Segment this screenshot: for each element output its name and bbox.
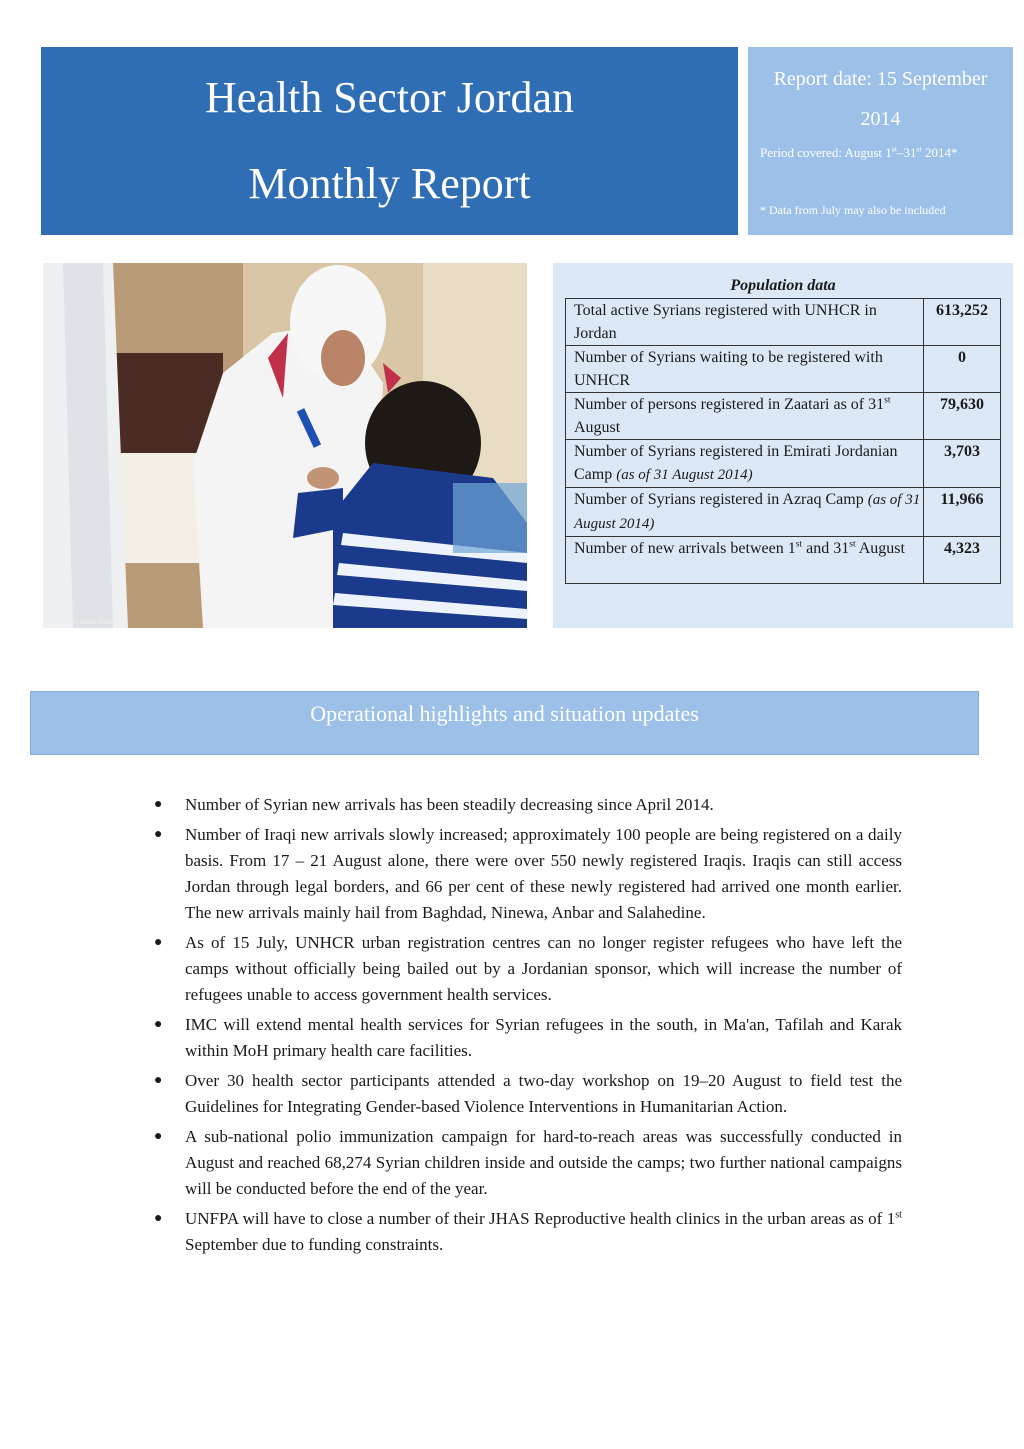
row-value: 4,323 bbox=[924, 537, 1001, 584]
list-item: ● Number of Syrian new arrivals has been steadily decreasing since April 2014. bbox=[150, 792, 902, 818]
report-date-panel bbox=[748, 47, 1013, 235]
report-title: Health Sector Jordan bbox=[205, 73, 574, 122]
row-value: 0 bbox=[924, 346, 1001, 393]
report-subtitle: Monthly Report bbox=[248, 159, 531, 208]
row-value: 11,966 bbox=[924, 488, 1001, 537]
row-label: Number of Syrians registered in Azraq Camp (as of 31 August 2014) bbox=[566, 488, 924, 537]
bullet-icon: ● bbox=[154, 827, 163, 842]
bullet-icon: ● bbox=[154, 797, 163, 812]
list-item: ● Over 30 health sector participants attended a two-day workshop on 19–20 August to field test the Guidelines for Integrating Gender-based Violence Interventions in Humanitarian Action. bbox=[150, 1068, 902, 1120]
bullet-icon: ● bbox=[154, 1129, 163, 1144]
report-date: Report date: 15 September 2014 bbox=[773, 68, 988, 130]
population-data-panel bbox=[553, 263, 1013, 628]
bullet-icon: ● bbox=[154, 1017, 163, 1032]
table-row bbox=[566, 537, 1001, 584]
row-label: Total active Syrians registered with UNHCR in Jordan bbox=[566, 299, 924, 346]
population-table bbox=[565, 298, 1001, 584]
row-label: Number of persons registered in Zaatari as of 31st August bbox=[566, 393, 924, 440]
table-row bbox=[566, 393, 1001, 440]
table-row bbox=[566, 488, 1001, 537]
table-row bbox=[566, 440, 1001, 488]
list-item: ● A sub-national polio immunization campaign for hard-to-reach areas was successfully conducted in August and reached 68,274 Syrian children inside and outside the camps; two further national campaigns will be conducted before the end of the year. bbox=[150, 1124, 902, 1202]
row-value: 79,630 bbox=[924, 393, 1001, 440]
period-covered: Period covered: August 1st–31st 2014* bbox=[760, 144, 958, 160]
list-item: ● IMC will extend mental health services for Syrian refugees in the south, in Ma'an, Tafilah and Karak within MoH primary health care facilities. bbox=[150, 1012, 902, 1064]
bullet-icon: ● bbox=[154, 1073, 163, 1088]
photo-credit: ©UNHCR/Jared Kohler bbox=[46, 619, 119, 626]
data-note: * Data from July may also be included bbox=[760, 203, 946, 217]
list-item: ● As of 15 July, UNHCR urban registration centres can no longer register refugees who have left the camps without officially being bailed out by a Jordanian sponsor, which will increase the number of refugees unable to access government health services. bbox=[150, 930, 902, 1008]
bullet-icon: ● bbox=[154, 935, 163, 950]
population-title: Population data bbox=[730, 277, 836, 294]
cover-photo bbox=[43, 263, 527, 628]
table-row bbox=[566, 346, 1001, 393]
report-title-banner bbox=[41, 47, 738, 235]
row-label: Number of Syrians waiting to be registered with UNHCR bbox=[566, 346, 924, 393]
list-item: ● UNFPA will have to close a number of their JHAS Reproductive health clinics in the urban areas as of 1st September due to funding constraints. bbox=[150, 1206, 902, 1258]
row-label: Number of new arrivals between 1st and 31st August bbox=[566, 537, 924, 584]
row-value: 613,252 bbox=[924, 299, 1001, 346]
row-value: 3,703 bbox=[924, 440, 1001, 488]
health-worker-child-photo bbox=[43, 263, 527, 628]
bullet-icon: ● bbox=[154, 1211, 163, 1226]
table-row bbox=[566, 299, 1001, 346]
highlights-list bbox=[150, 792, 902, 1262]
list-item: ● Number of Iraqi new arrivals slowly increased; approximately 100 people are being registered on a daily basis. From 17 – 21 August alone, there were over 550 newly registered Iraqis. Iraqis can still access Jordan through legal borders, and 66 per cent of these newly registered had arrived one month earlier. The new arrivals mainly hail from Baghdad, Ninewa, Anbar and Salahedine. bbox=[150, 822, 902, 926]
row-label: Number of Syrians registered in Emirati Jordanian Camp (as of 31 August 2014) bbox=[566, 440, 924, 488]
operations-heading: Operational highlights and situation updates bbox=[30, 691, 979, 755]
